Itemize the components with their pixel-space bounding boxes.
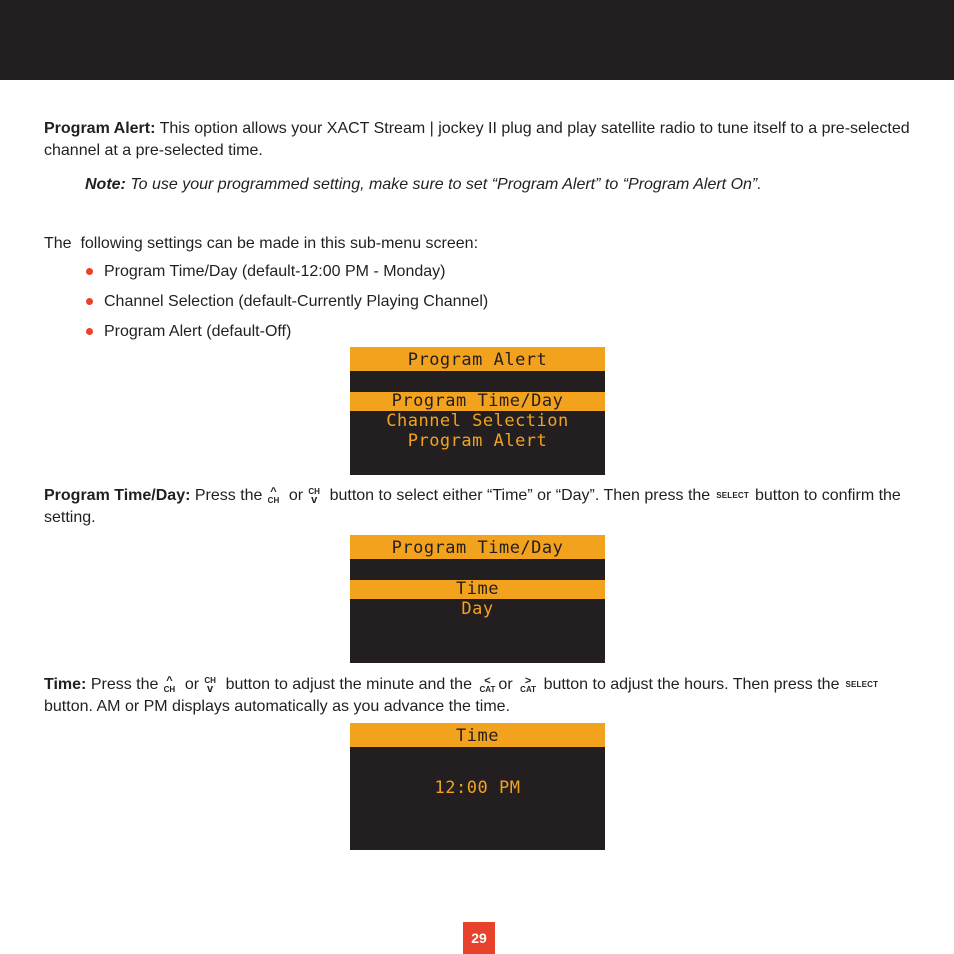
category-right-icon: > CAT	[520, 674, 537, 694]
text-span: button. AM or PM displays automatically as you advance the time.	[44, 698, 511, 716]
text-span: button to select either “Time” or “Day”. Then press the	[329, 487, 711, 505]
channel-down-icon: CH v	[204, 675, 216, 695]
channel-up-icon: ^ CH	[267, 485, 280, 505]
lcd-title: Program Time/Day	[391, 538, 564, 558]
time-label: Time:	[44, 676, 87, 694]
lcd-title: Time	[456, 726, 499, 746]
text-span: Press the	[86, 676, 159, 694]
lcd-screen-time-day	[350, 535, 605, 663]
time-day-label: Program Time/Day:	[44, 487, 191, 505]
select-icon: SELECT	[845, 680, 879, 689]
lcd-menu-item: Day	[461, 599, 494, 619]
lcd-highlighted-item: Program Time/Day	[391, 391, 564, 411]
note-paragraph	[85, 174, 905, 196]
lcd-highlighted-item: Time	[456, 579, 499, 599]
header-bar	[0, 0, 954, 80]
text-span: button to adjust the minute and the	[225, 676, 472, 694]
settings-lead: The following settings can be made in this sub-menu screen:	[44, 235, 479, 252]
intro-paragraph	[44, 118, 914, 162]
channel-up-icon-label: CH	[267, 495, 280, 505]
page-number: 29	[463, 922, 495, 954]
list-item-text: Program Alert (default-Off)	[104, 323, 292, 340]
time-paragraph	[44, 674, 924, 718]
note-text: To use your programmed setting, make sure to set “Program Alert” to “Program Alert On”.	[125, 176, 762, 193]
channel-down-icon-label: CH	[204, 675, 216, 685]
channel-down-icon: CH v	[308, 486, 320, 506]
intro-label: Program Alert:	[44, 120, 156, 137]
bullet-icon	[86, 268, 93, 275]
text-span: Press the	[190, 487, 263, 505]
note-label: Note:	[85, 176, 126, 193]
text-span: button to confirm the setting.	[44, 487, 901, 527]
text-span: button to adjust the hours. Then press the	[543, 676, 840, 694]
channel-up-icon-label: CH	[163, 684, 176, 694]
intro-text: This option allows your XACT Stream | jockey II plug and play satellite radio to tune itself to a pre-selected channel at a pre-selected time.	[44, 120, 910, 159]
category-left-icon-label: CAT	[479, 684, 496, 694]
list-item	[86, 262, 488, 292]
text-span: or	[288, 487, 304, 505]
lcd-screen-time	[350, 723, 605, 850]
channel-up-icon: ^ CH	[163, 674, 176, 694]
channel-down-icon-label: CH	[308, 486, 320, 496]
bullet-icon	[86, 298, 93, 305]
lcd-title: Program Alert	[407, 350, 548, 370]
bullet-icon	[86, 328, 93, 335]
category-left-icon: < CAT	[479, 674, 496, 694]
lcd-screen-program-alert	[350, 347, 605, 475]
category-right-icon-label: CAT	[520, 684, 537, 694]
list-item-text: Program Time/Day (default-12:00 PM - Monday)	[104, 263, 446, 280]
text-span: or	[184, 676, 200, 694]
list-item	[86, 292, 488, 322]
lcd-time-value: 12:00 PM	[434, 778, 521, 798]
time-day-paragraph	[44, 485, 924, 529]
lcd-menu-item: Channel Selection	[386, 411, 569, 431]
list-item-text: Channel Selection (default-Currently Playing Channel)	[104, 293, 489, 310]
settings-list	[86, 262, 488, 352]
lcd-menu-item: Program Alert	[407, 431, 548, 451]
select-icon: SELECT	[716, 491, 749, 500]
text-span: or	[498, 676, 513, 694]
